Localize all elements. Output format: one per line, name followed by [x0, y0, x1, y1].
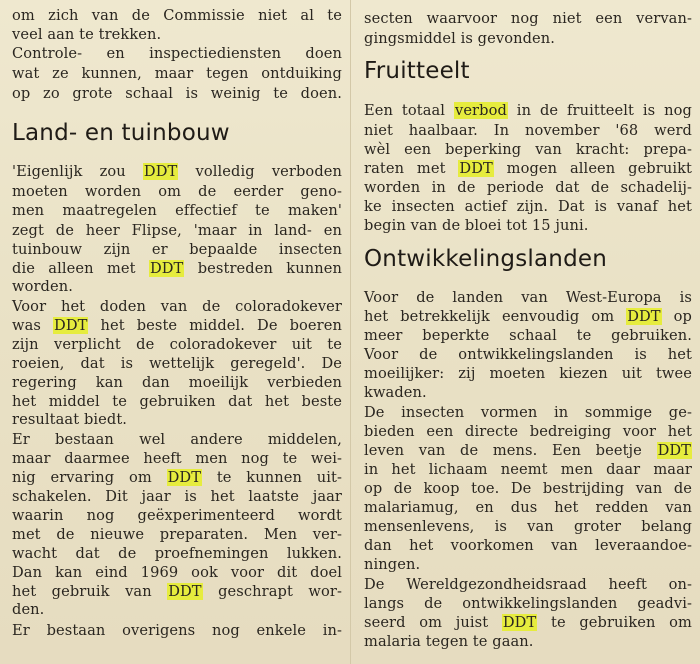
text-line: resultaat biedt. [12, 411, 128, 428]
text-line: secten waarvoor nog niet een vervan- [364, 10, 692, 27]
text-line: kwaden. [364, 384, 427, 401]
text-line: Een totaal verbod in de fruitteelt is nog [364, 102, 692, 119]
text-line: langs de ontwikkelingslanden geadvi- [364, 595, 692, 612]
text-line: schakelen. Dit jaar is het laatste jaar [12, 488, 342, 505]
highlighted-term: DDT [168, 583, 202, 600]
text-line: waarin nog geëxperimenteerd wordt [12, 507, 342, 524]
text-line: wèl een beperking van kracht: prepa- [364, 141, 692, 158]
text-line: De Wereldgezondheidsraad heeft on- [364, 576, 692, 593]
text-line: begin van de bloei tot 15 juni. [364, 217, 589, 234]
text-line: dan het voorkomen van leveraandoe- [364, 537, 692, 554]
text-line: gingsmiddel is gevonden. [364, 30, 555, 47]
highlighted-term: DDT [459, 160, 493, 177]
text-line: het gebruik van DDT geschrapt wor- [12, 583, 343, 600]
text-line: Dan kan eind 1969 ook voor dit doel [12, 564, 342, 581]
text-line: ke insecten actief zijn. Dat is vanaf het [364, 198, 692, 215]
text-line: De insecten vormen in sommige ge- [364, 404, 692, 421]
column-gutter [350, 0, 351, 664]
highlighted-term: DDT [627, 308, 661, 325]
text-line: wacht dat de proefnemingen lukken. [12, 545, 342, 562]
text-line: nig ervaring om DDT te kunnen uit- [12, 469, 343, 486]
text-line: moeten worden om de eerder geno- [12, 183, 342, 200]
text-line: leven van de mens. Een beetje DDT [364, 442, 691, 459]
text-line: meer beperkte schaal te gebruiken. [364, 327, 692, 344]
text-line: malariamug, en dus het redden van [364, 499, 692, 516]
text-line: was DDT het beste middel. De boeren [12, 317, 342, 334]
highlighted-term: DDT [167, 469, 202, 486]
text-line: mensenlevens, is van groter belang [364, 518, 692, 535]
text-line: op zo grote schaal is weinig te doen. [12, 85, 342, 102]
text-line: op de koop toe. De bestrijding van de [364, 480, 692, 497]
text-line: Voor de landen van West-Europa is [364, 289, 692, 306]
text-line: den. [12, 601, 45, 618]
text-line: die alleen met DDT bestreden kunnen [12, 260, 342, 277]
text-line: malaria tegen te gaan. [364, 633, 534, 650]
text-line: men maatregelen effectief te maken' [12, 202, 342, 219]
text-line: tuinbouw zijn er bepaalde insecten [12, 241, 342, 258]
text-line: zijn verplicht de coloradokever uit te [12, 336, 342, 353]
text-line: regering kan dan moeilijk verbieden [12, 374, 342, 391]
text-line: worden. [12, 278, 73, 295]
text-line: moeilijker: zij moeten kiezen uit twee [364, 365, 692, 382]
highlighted-term: DDT [149, 260, 184, 277]
text-line: niet haalbaar. In november '68 werd [364, 122, 692, 139]
highlighted-term: DDT [657, 442, 691, 459]
text-line: het middel te gebruiken dat het beste [12, 393, 342, 410]
text-line: Controle- en inspectiediensten doen [12, 45, 342, 62]
text-line: raten met DDT mogen alleen gebruikt [364, 160, 692, 177]
text-line: ningen. [364, 556, 421, 573]
highlighted-term: DDT [143, 163, 178, 180]
highlighted-term: DDT [502, 614, 537, 631]
text-line: Er bestaan wel andere middelen, [12, 431, 342, 448]
highlighted-term: DDT [54, 317, 88, 334]
text-line: om zich van de Commissie niet al te [12, 7, 342, 24]
text-line: seerd om juist DDT te gebruiken om [364, 614, 692, 631]
text-line: veel aan te trekken. [12, 26, 162, 43]
text-line: zegt de heer Flipse, 'maar in land- en [12, 222, 342, 239]
section-heading: Fruitteelt [364, 58, 470, 84]
text-line: het betrekkelijk eenvoudig om DDT op [364, 308, 693, 325]
highlighted-term: verbod [454, 102, 507, 119]
text-line: met de nieuwe preparaten. Men ver- [12, 526, 342, 543]
text-line: wat ze kunnen, maar tegen ontduiking [12, 65, 342, 82]
text-line: Voor het doden van de coloradokever [12, 298, 342, 315]
text-line: worden in de periode dat de schadelij- [364, 179, 692, 196]
text-line: bieden een directe bedreiging voor het [364, 423, 692, 440]
text-line: Er bestaan overigens nog enkele in- [12, 622, 342, 639]
text-line: roeien, dat is wettelijk geregeld'. De [12, 355, 342, 372]
section-heading: Ontwikkelingslanden [364, 246, 607, 272]
text-line: Voor de ontwikkelingslanden is het [364, 346, 692, 363]
section-heading: Land- en tuinbouw [12, 120, 230, 146]
text-line: maar daarmee heeft men nog te wei- [12, 450, 342, 467]
text-line: 'Eigenlijk zou DDT volledig verboden [12, 163, 342, 180]
text-line: in het lichaam neemt men daar maar [364, 461, 692, 478]
